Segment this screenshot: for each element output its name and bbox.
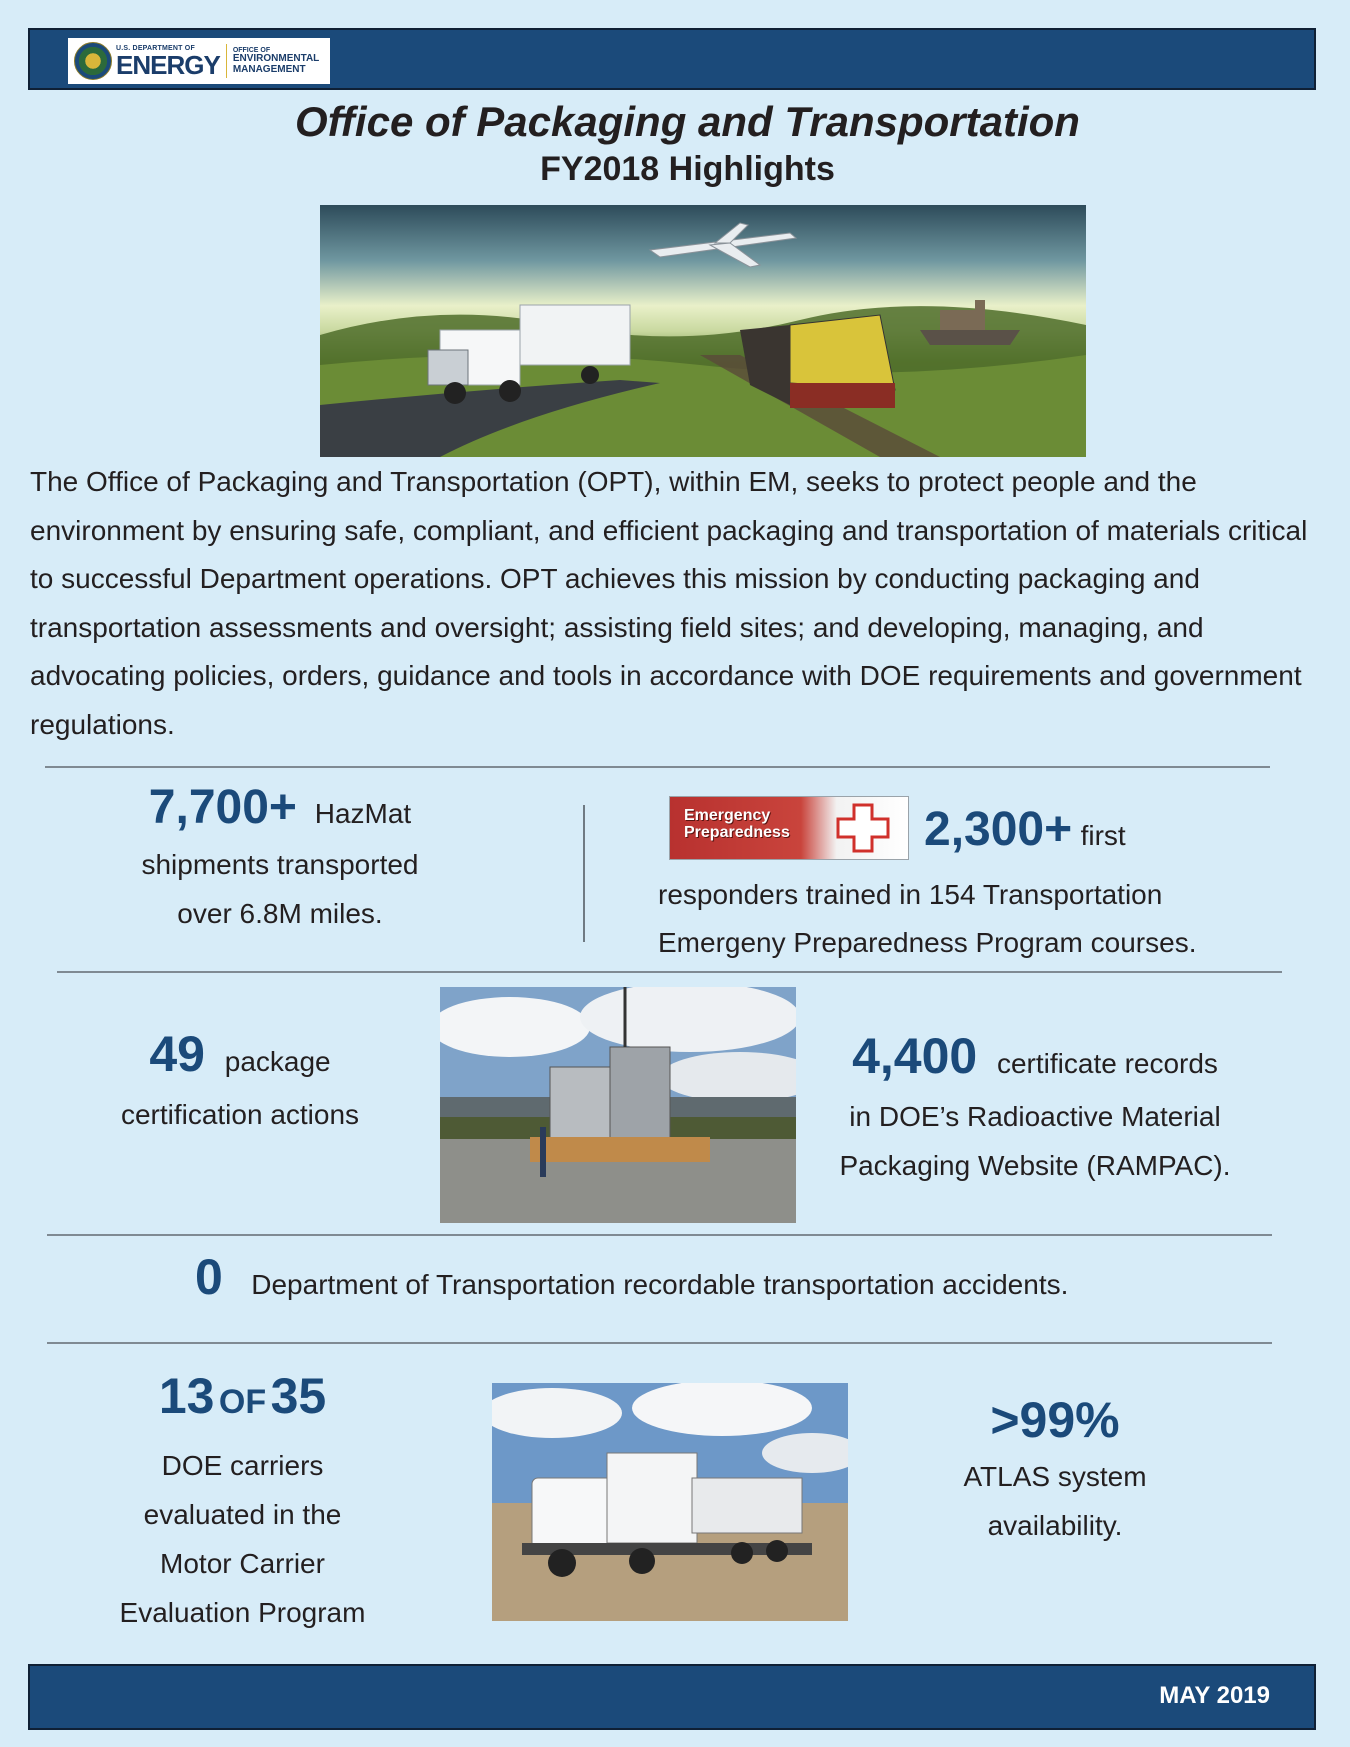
carriers-number-b: 35 [270, 1368, 327, 1424]
carriers-number-a: 13 [158, 1368, 215, 1424]
stat-accidents [195, 1248, 1068, 1309]
carriers-line4: Evaluation Program [119, 1597, 366, 1628]
logo-divider [226, 44, 227, 78]
divider-3 [47, 1234, 1272, 1236]
page-title: Office of Packaging and Transportation [295, 98, 1080, 145]
atlas-line1: ATLAS system [963, 1461, 1147, 1492]
accidents-number: 0 [195, 1249, 223, 1305]
badge-line2: Preparedness [684, 824, 790, 841]
responders-line2: responders trained in 154 Transportation [658, 879, 1163, 910]
logo-dept-big: ENERGY [116, 49, 220, 80]
hero-transport-image [320, 205, 1086, 457]
carriers-line1: DOE carriers [161, 1450, 324, 1481]
footer-date: MAY 2019 [1159, 1682, 1270, 1709]
atlas-number: >99% [990, 1392, 1120, 1448]
stat-shipments [80, 782, 480, 938]
logo-office-line2: MANAGEMENT [232, 63, 306, 75]
red-cross-icon [836, 803, 890, 853]
certifications-number: 49 [149, 1026, 205, 1082]
carriers-line2: evaluated in the [143, 1499, 342, 1530]
carriers-of: OF [218, 1383, 267, 1421]
records-inline-text: certificate records [996, 1048, 1218, 1079]
records-line2: in DOE’s Radioactive Material [849, 1101, 1221, 1132]
shipments-inline-text: HazMat [314, 798, 412, 829]
carrier-truck-photo [492, 1383, 848, 1621]
intro-paragraph: The Office of Packaging and Transportation (OPT), within EM, seeks to protect people and the environment by ensuring safe, compliant, and efficient packaging and transportation of materials critical to successful Department operations. OPT achieves this mission by conducting packaging and transportation assessments and oversight; assisting field sites; and developing, managing, and advocating policies, orders, guidance and tools in accordance with DOE requirements and government regulations. [30, 466, 1308, 740]
responders-inline-text: first [1080, 820, 1126, 851]
header-bar [28, 28, 1316, 90]
vertical-divider [583, 805, 585, 942]
certifications-inline-text: package [224, 1046, 331, 1077]
divider-1 [45, 766, 1270, 768]
footer-bar [28, 1664, 1316, 1730]
badge-line1: Emergency [684, 807, 771, 824]
page-subtitle: FY2018 Highlights [540, 150, 835, 188]
logo-dept-small: U.S. DEPARTMENT OF [116, 44, 195, 52]
responders-line3: Emergeny Preparedness Program courses. [658, 927, 1197, 958]
doe-seal-icon [74, 42, 112, 80]
emergency-preparedness-badge [669, 796, 909, 860]
logo-office-small: OFFICE OF [232, 46, 271, 54]
logo-office-line1: ENVIRONMENTAL [232, 53, 320, 65]
responders-headline [924, 802, 1126, 860]
divider-2 [57, 971, 1282, 973]
shipments-line2: shipments transported [141, 849, 419, 880]
divider-4 [47, 1342, 1272, 1344]
carriers-line3: Motor Carrier [160, 1548, 325, 1579]
stat-certifications [60, 1026, 420, 1139]
responders-number: 2,300+ [924, 803, 1073, 856]
shipments-line3: over 6.8M miles. [177, 898, 383, 929]
records-line3: Packaging Website (RAMPAC). [839, 1150, 1231, 1181]
records-number: 4,400 [852, 1028, 978, 1084]
stat-records [810, 1028, 1260, 1190]
shipments-number: 7,700+ [148, 781, 297, 834]
atlas-line2: availability. [987, 1510, 1123, 1541]
stat-atlas [900, 1388, 1210, 1550]
accidents-text: Department of Transportation recordable transportation accidents. [251, 1269, 1069, 1300]
cask-loading-photo [440, 987, 796, 1223]
stat-carriers [70, 1364, 415, 1637]
doe-em-logo [68, 38, 330, 84]
certifications-line2: certification actions [120, 1099, 360, 1130]
